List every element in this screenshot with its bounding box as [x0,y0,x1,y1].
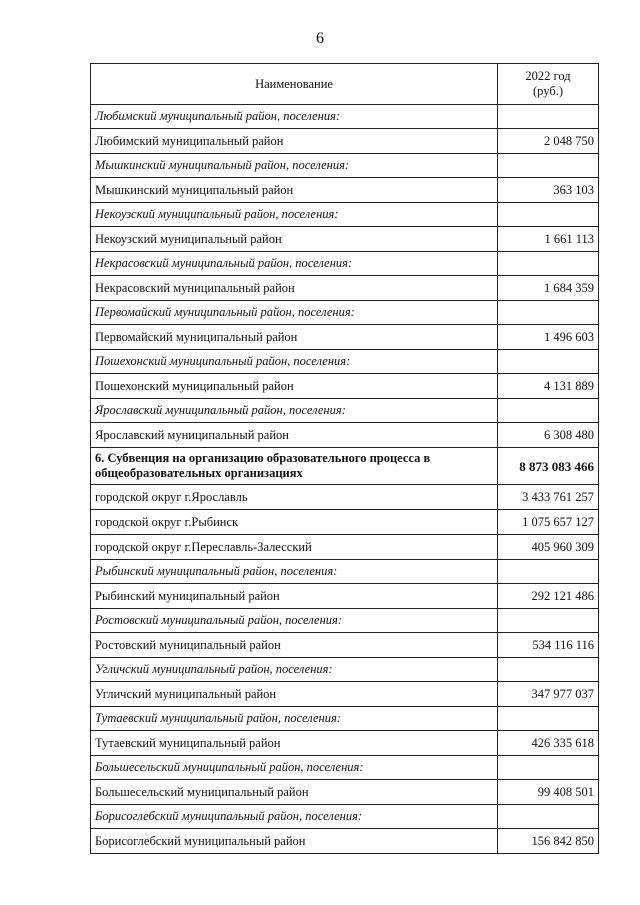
table-row [91,780,599,805]
row-name: городской округ г.Переславль-Залесский [91,535,498,560]
row-value [498,399,599,423]
row-name: Угличский муниципальный район, поселения: [91,658,498,682]
row-value: 156 842 850 [498,829,599,854]
group-heading-row [91,252,599,276]
table-row [91,423,599,448]
row-name: Ростовский муниципальный район [91,633,498,658]
group-heading-row [91,399,599,423]
table-row [91,276,599,301]
table-row [91,584,599,609]
group-heading-row [91,658,599,682]
group-heading-row [91,301,599,325]
row-value [498,301,599,325]
page-number: 6 [316,30,324,47]
row-name: Мышкинский муниципальный район [91,178,498,203]
row-value [498,105,599,129]
row-name: Некоузский муниципальный район [91,227,498,252]
row-value: 1 684 359 [498,276,599,301]
row-value: 8 873 083 466 [498,448,599,485]
row-value: 292 121 486 [498,584,599,609]
row-value [498,252,599,276]
group-heading-row [91,707,599,731]
row-name: Ростовский муниципальный район, поселения: [91,609,498,633]
row-name: Пошехонский муниципальный район [91,374,498,399]
row-value: 1 496 603 [498,325,599,350]
row-value: 534 116 116 [498,633,599,658]
row-value [498,756,599,780]
row-value: 4 131 889 [498,374,599,399]
row-value [498,560,599,584]
row-name: Ярославский муниципальный район [91,423,498,448]
row-value [498,154,599,178]
row-name: Рыбинский муниципальный район [91,584,498,609]
row-name: Некоузский муниципальный район, поселения: [91,203,498,227]
row-value: 2 048 750 [498,129,599,154]
row-name: Борисоглебский муниципальный район [91,829,498,854]
row-value: 99 408 501 [498,780,599,805]
section-total-row [91,448,599,485]
group-heading-row [91,105,599,129]
row-value [498,203,599,227]
row-name: Угличский муниципальный район [91,682,498,707]
row-name: Пошехонский муниципальный район, поселения: [91,350,498,374]
group-heading-row [91,560,599,584]
table-row [91,178,599,203]
row-name: Некрасовский муниципальный район, поселения: [91,252,498,276]
column-header-name: Наименование [91,64,498,105]
table-row [91,731,599,756]
table-row [91,633,599,658]
row-value: 6 308 480 [498,423,599,448]
table-row [91,129,599,154]
row-value [498,350,599,374]
budget-table [90,63,599,854]
table-row [91,374,599,399]
table-row [91,510,599,535]
row-name: Большесельский муниципальный район, поселения: [91,756,498,780]
row-name: Мышкинский муниципальный район, поселения: [91,154,498,178]
row-value [498,707,599,731]
row-name: Любимский муниципальный район, поселения: [91,105,498,129]
group-heading-row [91,203,599,227]
group-heading-row [91,154,599,178]
row-name: городской округ г.Ярославль [91,485,498,510]
row-name: Борисоглебский муниципальный район, поселения: [91,805,498,829]
row-name: Ярославский муниципальный район, поселения: [91,399,498,423]
row-value [498,658,599,682]
row-value: 3 433 761 257 [498,485,599,510]
table-row [91,227,599,252]
row-value [498,609,599,633]
table-row [91,485,599,510]
table-row [91,325,599,350]
column-header-value [498,64,599,105]
row-value: 347 977 037 [498,682,599,707]
row-name: Тутаевский муниципальный район [91,731,498,756]
row-name: Некрасовский муниципальный район [91,276,498,301]
group-heading-row [91,350,599,374]
row-name: Первомайский муниципальный район, поселения: [91,301,498,325]
row-name: 6. Субвенция на организацию образовательного процесса в общеобразовательных организациях [91,448,498,485]
table-row [91,682,599,707]
row-name: Любимский муниципальный район [91,129,498,154]
row-value [498,805,599,829]
row-value: 405 960 309 [498,535,599,560]
group-heading-row [91,609,599,633]
column-header-unit: (руб.) [533,84,563,98]
row-name: городской округ г.Рыбинск [91,510,498,535]
row-name: Первомайский муниципальный район [91,325,498,350]
row-value: 363 103 [498,178,599,203]
row-name: Тутаевский муниципальный район, поселения: [91,707,498,731]
table-header-row [91,64,599,105]
group-heading-row [91,756,599,780]
row-value: 426 335 618 [498,731,599,756]
row-value: 1 661 113 [498,227,599,252]
table-row [91,535,599,560]
group-heading-row [91,805,599,829]
row-name: Большесельский муниципальный район [91,780,498,805]
row-name: Рыбинский муниципальный район, поселения: [91,560,498,584]
column-header-year: 2022 год [525,69,571,83]
row-value: 1 075 657 127 [498,510,599,535]
table-row [91,829,599,854]
